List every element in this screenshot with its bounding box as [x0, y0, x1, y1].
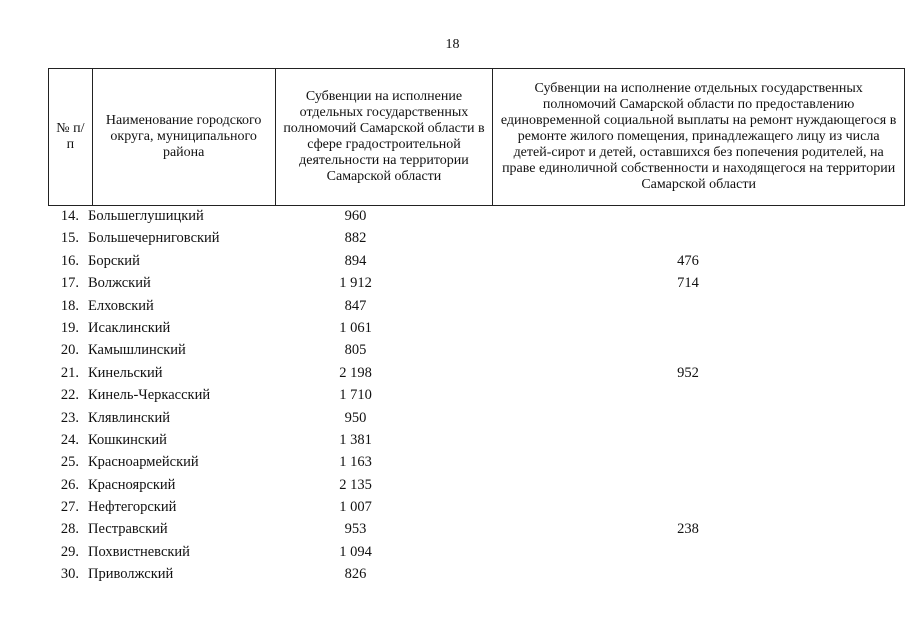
district-name: Приволжский [88, 566, 174, 583]
header-col3: Субвенции на исполнение отдельных государственных полномочий Самарской области в сфере градостроительной деятельности на территории Самарской области [275, 69, 493, 206]
table-row [48, 407, 875, 429]
district-name: Большеглушицкий [88, 208, 204, 224]
row-number: 21. [60, 364, 79, 381]
table-row [48, 317, 875, 339]
table-row [48, 227, 875, 249]
value-urban-planning: 882 [344, 230, 367, 247]
row-number: 15. [60, 230, 79, 247]
header-name: Наименование городского округа, муниципального района [92, 69, 275, 206]
table-row [48, 451, 875, 473]
value-urban-planning: 1 710 [339, 387, 372, 404]
value-urban-planning: 1 094 [339, 543, 372, 560]
value-social-payment: 238 [677, 521, 699, 538]
row-number: 24. [60, 431, 79, 448]
value-urban-planning: 953 [344, 521, 367, 538]
value-urban-planning: 894 [344, 252, 367, 269]
row-number: 20. [60, 342, 79, 359]
district-name: Нефтегорский [88, 499, 177, 516]
table-row [48, 272, 875, 294]
table-header [48, 68, 905, 206]
row-number: 17. [60, 275, 79, 292]
row-number: 28. [60, 521, 79, 538]
district-name: Красноармейский [88, 454, 199, 471]
district-name: Пестравский [88, 521, 168, 538]
district-name: Кошкинский [88, 431, 167, 448]
district-name: Елховский [88, 297, 154, 314]
row-number: 30. [60, 566, 79, 583]
table-body [48, 205, 875, 586]
district-name: Клявлинский [88, 409, 170, 426]
value-urban-planning: 1 163 [339, 454, 372, 471]
row-number: 22. [60, 387, 79, 404]
value-urban-planning: 960 [344, 208, 367, 224]
district-name: Камышлинский [88, 342, 186, 359]
page-number: 18 [445, 37, 460, 52]
table-row [48, 250, 875, 272]
value-urban-planning: 1 381 [339, 431, 372, 448]
value-urban-planning: 2 198 [339, 364, 372, 381]
district-name: Красноярский [88, 476, 176, 493]
value-social-payment: 714 [677, 275, 699, 292]
value-social-payment: 476 [677, 252, 699, 269]
district-name: Большечерниговский [88, 230, 220, 247]
table-row [48, 496, 875, 518]
row-number: 19. [60, 319, 79, 336]
value-urban-planning: 1 061 [339, 319, 372, 336]
table-row [48, 563, 875, 585]
row-number: 18. [60, 297, 79, 314]
header-col4: Субвенции на исполнение отдельных государственных полномочий Самарской области по предоставлению единовременной социальной выплаты на ремонт нуждающегося в ремонте жилого помещения, принадлежащего лицу из числа детей-сирот и детей, оставшихся без попечения родителей, на праве единоличной собственности и находящегося на территории Самарской области [493, 69, 905, 206]
value-urban-planning: 950 [344, 409, 367, 426]
value-urban-planning: 847 [344, 297, 367, 314]
row-number: 26. [60, 476, 79, 493]
row-number: 16. [60, 252, 79, 269]
table-row [48, 205, 875, 227]
value-urban-planning: 1 912 [339, 275, 372, 292]
row-number: 23. [60, 409, 79, 426]
district-name: Кинельский [88, 364, 163, 381]
district-name: Волжский [88, 275, 151, 292]
row-number: 25. [60, 454, 79, 471]
row-number: 29. [60, 543, 79, 560]
table-row [48, 518, 875, 540]
value-urban-planning: 805 [344, 342, 367, 359]
value-social-payment: 952 [677, 364, 699, 381]
value-urban-planning: 2 135 [339, 476, 372, 493]
district-name: Похвистневский [88, 543, 190, 560]
table-row [48, 541, 875, 563]
district-name: Борский [88, 252, 140, 269]
row-number: 27. [60, 499, 79, 516]
row-number: 14. [60, 208, 79, 224]
value-urban-planning: 826 [344, 566, 367, 583]
table-row [48, 362, 875, 384]
table-row [48, 295, 875, 317]
district-name: Исаклинский [88, 319, 171, 336]
district-name: Кинель-Черкасский [88, 387, 211, 404]
value-urban-planning: 1 007 [339, 499, 372, 516]
header-num: № п/п [49, 69, 93, 206]
table-row [48, 339, 875, 361]
table-row [48, 429, 875, 451]
table-row [48, 384, 875, 406]
table-row [48, 474, 875, 496]
